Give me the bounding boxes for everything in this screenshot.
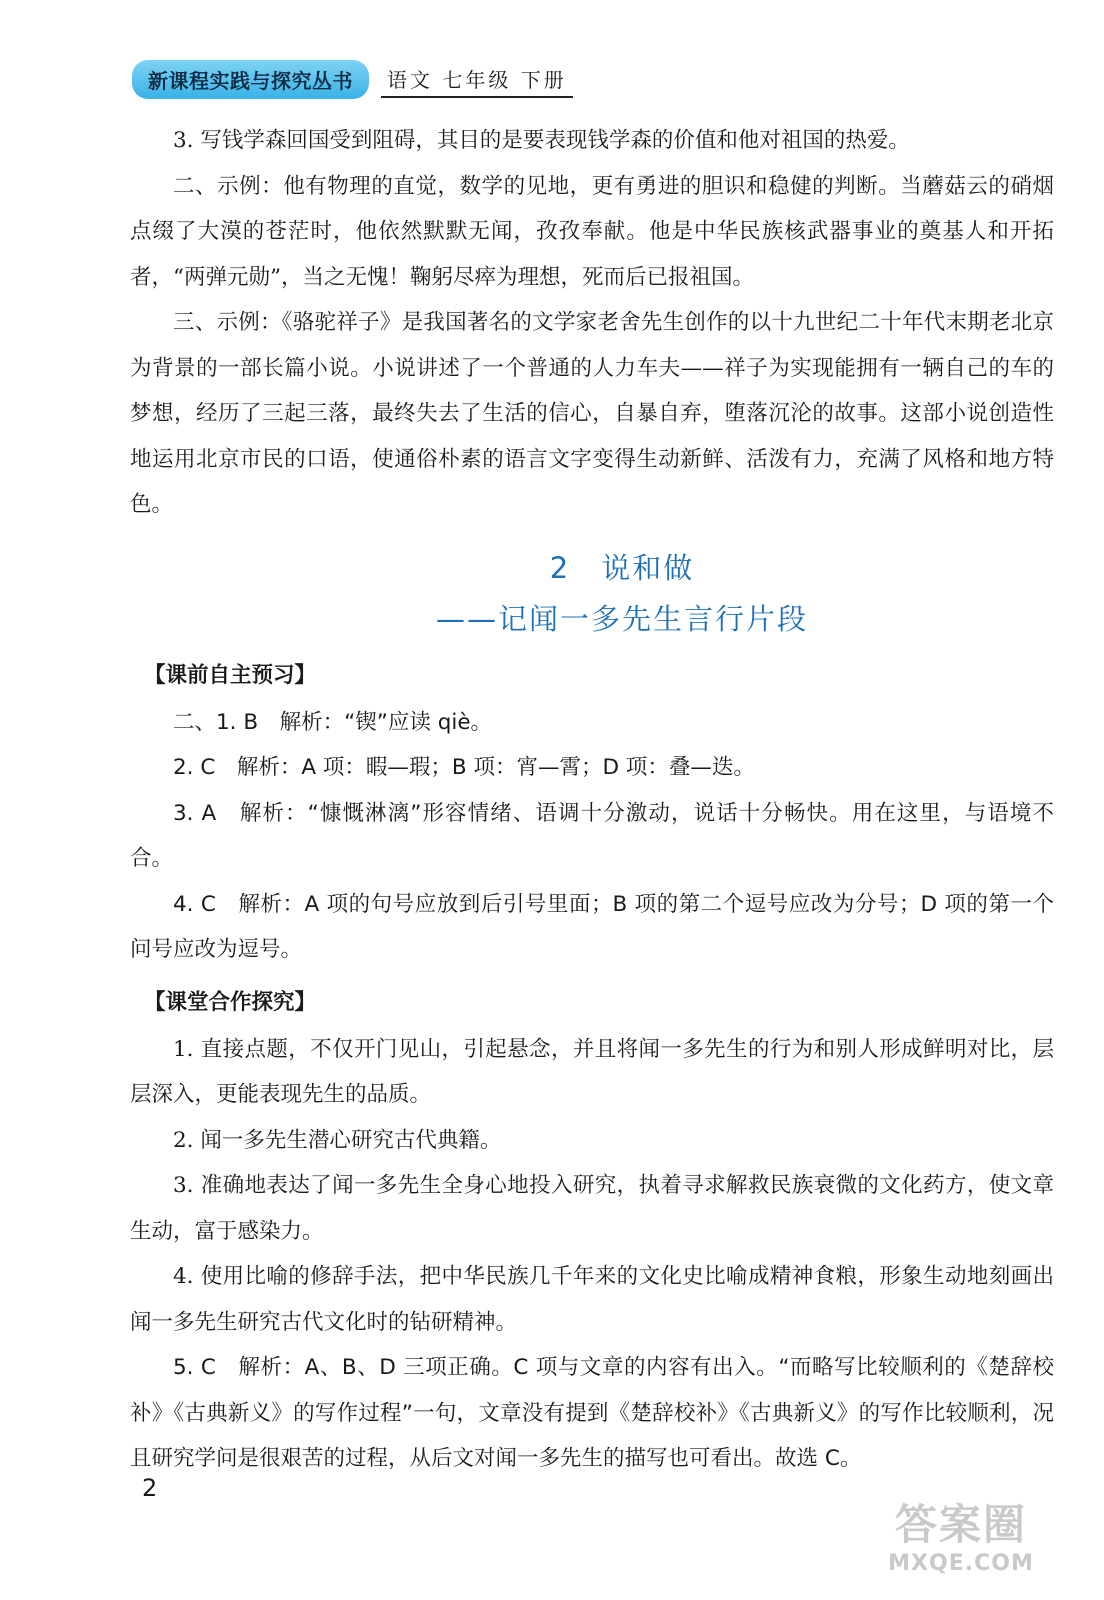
answer-item: 2. 闻一多先生潜心研究古代典籍。 [173,1127,502,1153]
answer-item: 3. 准确地表达了闻一多先生全身心地投入研究，执着寻求解救民族衰微的文化药方，使文章生动，富于感染力。 [130,1173,1054,1244]
answer-item: 5. C 解析：A、B、D 三项正确。C 项与文章的内容有出入。“而略写比较顺利的《楚辞校补》《古典新义》的写作过程”一句，文章没有提到《楚辞校补》《古典新义》的写作比较顺利，况且研究学问是很艰苦的过程，从后文对闻一多先生的描写也可看出。故选 C。 [130,1355,1054,1471]
page-number: 2 [142,1474,158,1502]
paragraph: 3. 写钱学森回国受到阻碍，其目的是要表现钱学森的价值和他对祖国的热爱。 [173,128,910,153]
watermark-logo [856,1500,1066,1590]
section-heading-class: 【课堂合作探究】 [144,989,317,1015]
page-header [132,60,573,99]
paragraph: 二、示例：他有物理的直觉，数学的见地，更有勇进的胆识和稳健的判断。当蘑菇云的硝烟点缀了大漠的苍茫时，他依然默默无闻，孜孜奉献。他是中华民族核武器事业的奠基人和开拓者，“两弹元勋”，当之无愧！鞠躬尽瘁为理想，死而后已报祖国。 [130,173,1054,290]
book-info: 语文 七年级 下册 [381,62,573,98]
answer-item: 2. C 解析：A 项：暇—瑕；B 项：宵—霄；D 项：叠—迭。 [173,755,755,780]
paragraph: 三、示例：《骆驼祥子》是我国著名的文学家老舍先生创作的以十九世纪二十年代末期老北京为背景的一部长篇小说。小说讲述了一个普通的人力车夫——祥子为实现能拥有一辆自己的车的梦想，经历了三起三落，最终失去了生活的信心，自暴自弃，堕落沉沦的故事。这部小说创造性地运用北京市民的口语，使通俗朴素的语言文字变得生动新鲜、活泼有力，充满了风格和地方特色。 [130,310,1054,517]
answer-item: 二、1. B 解析：“锲”应读 qiè。 [173,709,493,735]
lesson-title-block [190,544,1054,646]
series-title: 新课程实践与探究丛书 [132,60,369,99]
watermark-url: MXQE.COM [888,1551,1034,1576]
answer-item: 3. A 解析：“慷慨淋漓”形容情绪、语调十分激动，说话十分畅快。用在这里，与语境不合。 [130,800,1054,871]
answer-item: 4. C 解析：A 项的句号应放到后引号里面；B 项的第二个逗号应改为分号；D 项的第一个问号应改为逗号。 [130,891,1054,962]
lesson-title: 2 说和做 [549,550,695,585]
answer-item: 1. 直接点题，不仅开门见山，引起悬念，并且将闻一多先生的行为和别人形成鲜明对比，层层深入，更能表现先生的品质。 [130,1036,1054,1107]
section-heading-preview: 【课前自主预习】 [144,662,317,688]
lesson-subtitle: ——记闻一多先生言行片段 [435,601,808,636]
answer-item: 4. 使用比喻的修辞手法，把中华民族几千年来的文化史比喻成精神食粮，形象生动地刻画出闻一多先生研究古代文化时的钻研精神。 [130,1264,1054,1335]
watermark-text: 答案圈 [894,1500,1027,1549]
page-content [130,118,1054,1482]
